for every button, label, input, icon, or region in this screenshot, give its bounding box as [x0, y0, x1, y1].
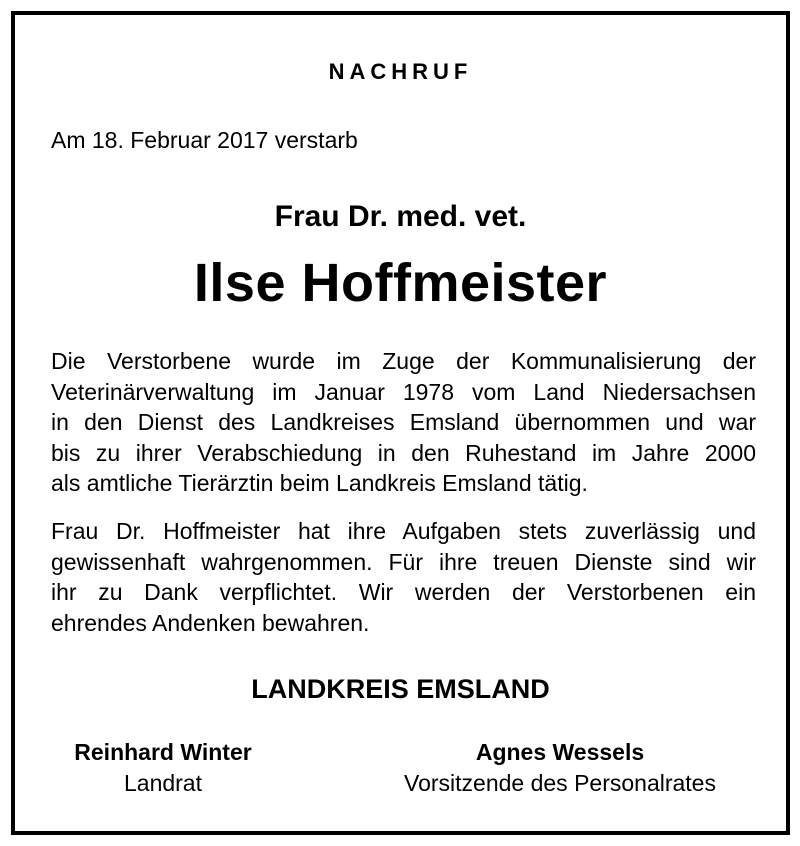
- signatory-name: Reinhard Winter: [74, 739, 252, 765]
- paragraph-line: Veterinärverwaltung im Januar 1978 vom Land Niedersachsen: [51, 378, 756, 405]
- notice-heading: NACHRUF: [328, 59, 473, 84]
- signatory-role: Vorsitzende des Personalrates: [404, 770, 716, 796]
- signatory-personalrat: [375, 737, 745, 799]
- paragraph-line: ehrendes Andenken bewahren.: [51, 609, 370, 636]
- deceased-name: Ilse Hoffmeister: [193, 253, 608, 313]
- paragraph-line: ihr zu Dank verpflichtet. Wir werden der Verstorbenen ein: [51, 579, 756, 605]
- signatory-name: Agnes Wessels: [475, 739, 645, 765]
- intro-line: Am 18. Februar 2017 verstarb: [51, 127, 358, 153]
- paragraph-career: [51, 346, 756, 499]
- paragraph-line: Frau Dr. Hoffmeister hat ihre Aufgaben stets zuverlässig und: [51, 518, 756, 544]
- obituary-notice: [11, 11, 790, 835]
- signatory-landrat: [51, 737, 275, 799]
- paragraph-line: gewissenhaft wahrgenommen. Für ihre treuen Dienste sind wir: [51, 548, 756, 575]
- honorific-title: Frau Dr. med. vet.: [274, 200, 527, 233]
- signatory-role: Landrat: [123, 770, 202, 796]
- paragraph-line: Die Verstorbene wurde im Zuge der Kommunalisierung der: [51, 348, 756, 374]
- paragraph-line: bis zu ihrer Verabschiedung in den Ruhestand im Jahre 2000: [51, 439, 756, 466]
- paragraph-line: in den Dienst des Landkreises Emsland übernommen und war: [51, 409, 756, 435]
- paragraph-line: als amtliche Tierärztin beim Landkreis Emsland tätig.: [51, 470, 588, 496]
- organization-name: LANDKREIS EMSLAND: [251, 674, 550, 704]
- paragraph-gratitude: [51, 516, 756, 638]
